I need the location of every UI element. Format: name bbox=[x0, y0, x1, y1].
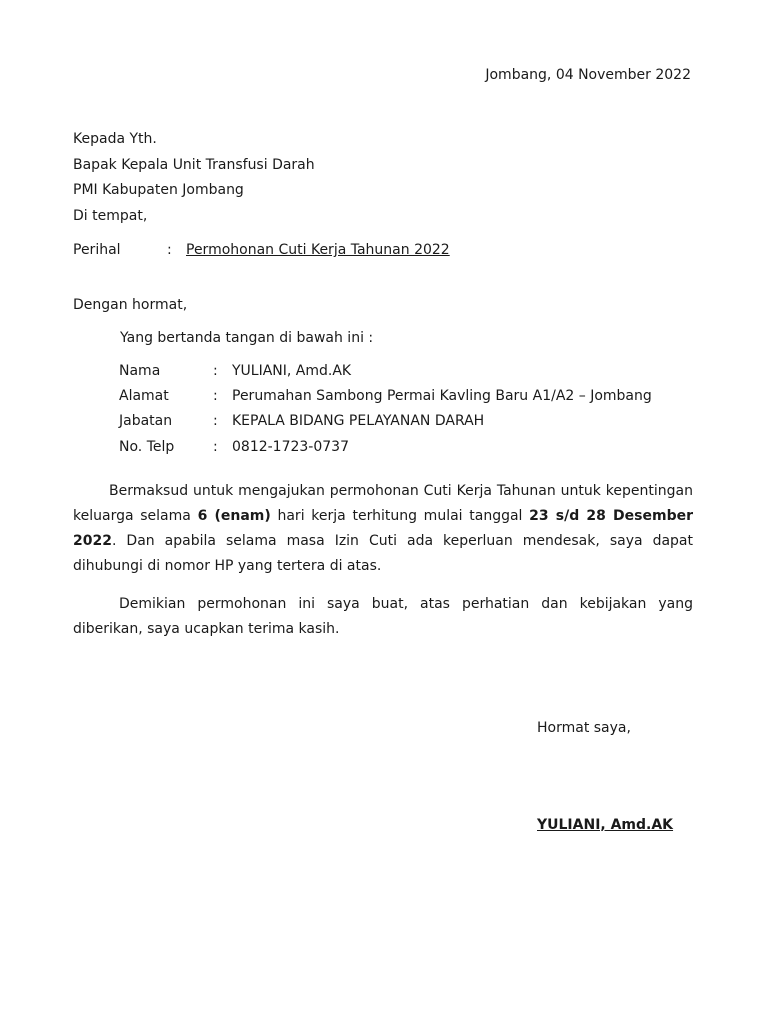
subject-value: Permohonan Cuti Kerja Tahunan 2022 bbox=[186, 242, 450, 258]
subject-colon: : bbox=[167, 242, 172, 258]
signer-name: YULIANI, Amd.AK bbox=[537, 817, 674, 833]
identity-colon: : bbox=[213, 363, 218, 379]
closing-salutation: Hormat saya, bbox=[537, 720, 631, 736]
body-text: hari kerja terhitung mulai tanggal bbox=[270, 508, 530, 524]
identity-label: Nama bbox=[119, 363, 161, 379]
identity-value: KEPALA BIDANG PELAYANAN DARAH bbox=[232, 413, 485, 429]
identity-label: Alamat bbox=[119, 388, 169, 404]
body-text: . Dan apabila selama masa Izin Cuti ada keperluan mendesak, saya dapat dihubungi di nomor HP yang tertera di atas. bbox=[73, 533, 693, 574]
body-paragraph-request bbox=[73, 479, 693, 579]
body-paragraph-closing: Demikian permohonan ini saya buat, atas perhatian dan kebijakan yang diberikan, saya ucapkan terima kasih. bbox=[73, 596, 693, 637]
identity-colon: : bbox=[213, 439, 218, 455]
recipient-line-1: Kepada Yth. bbox=[73, 131, 157, 147]
identity-label: No. Telp bbox=[119, 439, 175, 455]
identity-value: YULIANI, Amd.AK bbox=[232, 363, 352, 379]
leave-dates: 23 s/d 28 Desember 2022 bbox=[73, 508, 693, 549]
recipient-line-3: PMI Kabupaten Jombang bbox=[73, 182, 244, 198]
subject-label: Perihal bbox=[73, 242, 121, 258]
letter-date: Jombang, 04 November 2022 bbox=[485, 67, 691, 83]
identity-value: Perumahan Sambong Permai Kavling Baru A1/A2 – Jombang bbox=[232, 388, 652, 404]
identity-value: 0812-1723-0737 bbox=[232, 439, 349, 455]
intro-text: Yang bertanda tangan di bawah ini : bbox=[120, 330, 374, 346]
identity-colon: : bbox=[213, 388, 218, 404]
recipient-line-4: Di tempat, bbox=[73, 208, 148, 224]
body-text: Bermaksud untuk mengajukan permohonan Cuti Kerja Tahunan untuk kepentingan keluarga selama bbox=[73, 483, 693, 524]
identity-label: Jabatan bbox=[119, 413, 173, 429]
leave-duration: 6 (enam) bbox=[197, 508, 271, 524]
greeting: Dengan hormat, bbox=[73, 297, 188, 313]
identity-colon: : bbox=[213, 413, 218, 429]
recipient-line-2: Bapak Kepala Unit Transfusi Darah bbox=[73, 157, 315, 173]
